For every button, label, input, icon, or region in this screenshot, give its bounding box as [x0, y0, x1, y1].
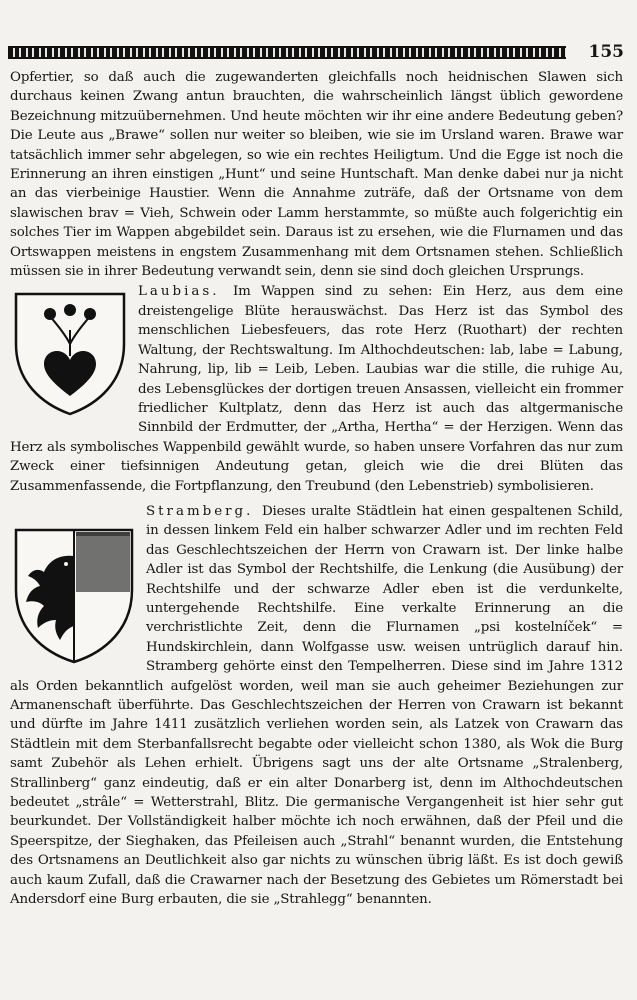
- page-body: [10, 68, 623, 909]
- page-header: [8, 42, 630, 64]
- intro-paragraph: Opfertier, so daß auch die zugewanderten gleichfalls noch heidnischen Slawen sich durchaus keinen Zwang antun brauchten, die wahrscheinlich längst üblich gewordene Bezeichnung mitzuübernehmen. Und heute möchten wir ihr eine andere Bedeutung geben? Die Leute aus „Brawe“ sollen nur weiter so bleiben, wie sie im Ursland waren. Brawe war tatsächlich immer sehr abgelegen, so wie ein rechtes Heiligtum. Und die Egge ist noch die Erinnerung an ihren einstigen „Hunt“ und seine Huntschaft. Man denke dabei nur ja nicht an das vierbeinige Haustier. Wenn die Annahme zuträfe, daß der Ortsname von dem slawischen brav = Vieh, Schwein oder Lamm herstammte, so müßte auch folgerichtig ein solches Tier im Wappen abgebildet sein. Daraus ist zu ersehen, wie die Flurnamen und das Ortswappen meistens in engstem Zusammenhang mit dem Ortsnamen stehen. Schließlich müssen sie in ihrer Bedeutung verwandt sein, denn sie sind doch gleichen Ursprungs.: [10, 70, 623, 280]
- section-laubias: [10, 282, 623, 495]
- heart-with-three-flowers-crest-icon: [10, 286, 130, 418]
- laubias-text: Im Wappen sind zu sehen: Ein Herz, aus dem eine dreistengelige Blüte herauswächst. Das Herz ist das Symbol des menschlichen Liebesfeuers, das rote Herz (Ruothart) der rechten Waltung, der Rechtswaltung. Im Althochdeutschen: lab, labe = Labung, Nahrung, lip, lib = Leib, Leben. Laubias war die stille, die ruhige Au, des Lebensglückes der dortigen treuen Ansassen, vielleicht ein frommer friedlicher Kultplatz, denn das Herz ist auch das altgermanische Sinnbild der Erdmutter, der „Artha, Hertha“ = der Herzigen. Wenn das Herz als symbolisches Wappenbild gewählt wurde, so haben unsere Vorfahren das nur zum Zweck einer tiefsinnigen Andeutung getan, gleich wie die drei Blüten das Zusammenfassende, die Fortpflanzung, den Treubund (den Lebenstrieb) symbolisieren.: [10, 284, 623, 494]
- split-shield-eagle-crest-icon: [10, 516, 138, 666]
- section-stramberg: [10, 502, 623, 910]
- stramberg-heading: Stramberg.: [146, 503, 262, 519]
- page-number: 155: [588, 42, 624, 62]
- ornamental-border-icon: [8, 46, 566, 59]
- stramberg-text: Dieses uralte Städtlein hat einen gespaltenen Schild, in dessen linkem Feld ein halber schwarzer Adler und im rechten Feld das Geschlechtszeichen der Herrn von Crawarn ist. Der linke halbe Adler ist das Symbol der Rechtshilfe, die Lenkung (die Ausübung) der Rechtshilfe und der schwarze Adler eben ist die verdunkelte, untergehende Rechtshilfe. Eine verkalte Erinnerung an die verchristlichte Zeit, denn die Flurnamen „psi kostelníček“ = Hundskirchlein, dann Wolfgasse usw. weisen untrüglich darauf hin. Stramberg gehörte einst den Tempelherren. Diese sind im Jahre 1312 als Orden bekanntlich aufgelöst worden, weil man sie auch geheimer Beziehungen zur Armanenschaft überführte. Das Geschlechtszeichen der Herren von Crawarn ist bekannt und dürfte im Jahre 1411 zusätzlich verliehen worden sein, als Latzek von Crawarn das Städtlein mit dem Sterbanfallsrecht begabte oder vielleicht schon 1380, als Wok die Burg samt Zubehör als Lehen erhielt. Übrigens sagt uns der alte Ortsname „Stralenberg, Strallinberg“ ganz eindeutig, daß er ein alter Donarberg ist, denn im Althochdeutschen bedeutet „strâle“ = Wetterstrahl, Blitz. Die germanische Vergangenheit ist hier sehr gut beurkundet. Der Vollständigkeit halber möchte ich noch erwähnen, daß der Pfeil und die Speerspitze, der Sieghaken, das Pfeileisen auch „Strahl“ benannt wurden, die Entstehung des Ortsnamens an Deutlichkeit also gar nichts zu wünschen übrig läßt. Es ist doch gewiß auch kaum Zufall, daß die Crawarner nach der Besetzung des Gebietes um Römerstadt bei Andersdorf eine Burg erbauten, die sie „Strahlegg“ benannten.: [10, 503, 623, 908]
- laubias-heading: Laubias.: [138, 284, 234, 300]
